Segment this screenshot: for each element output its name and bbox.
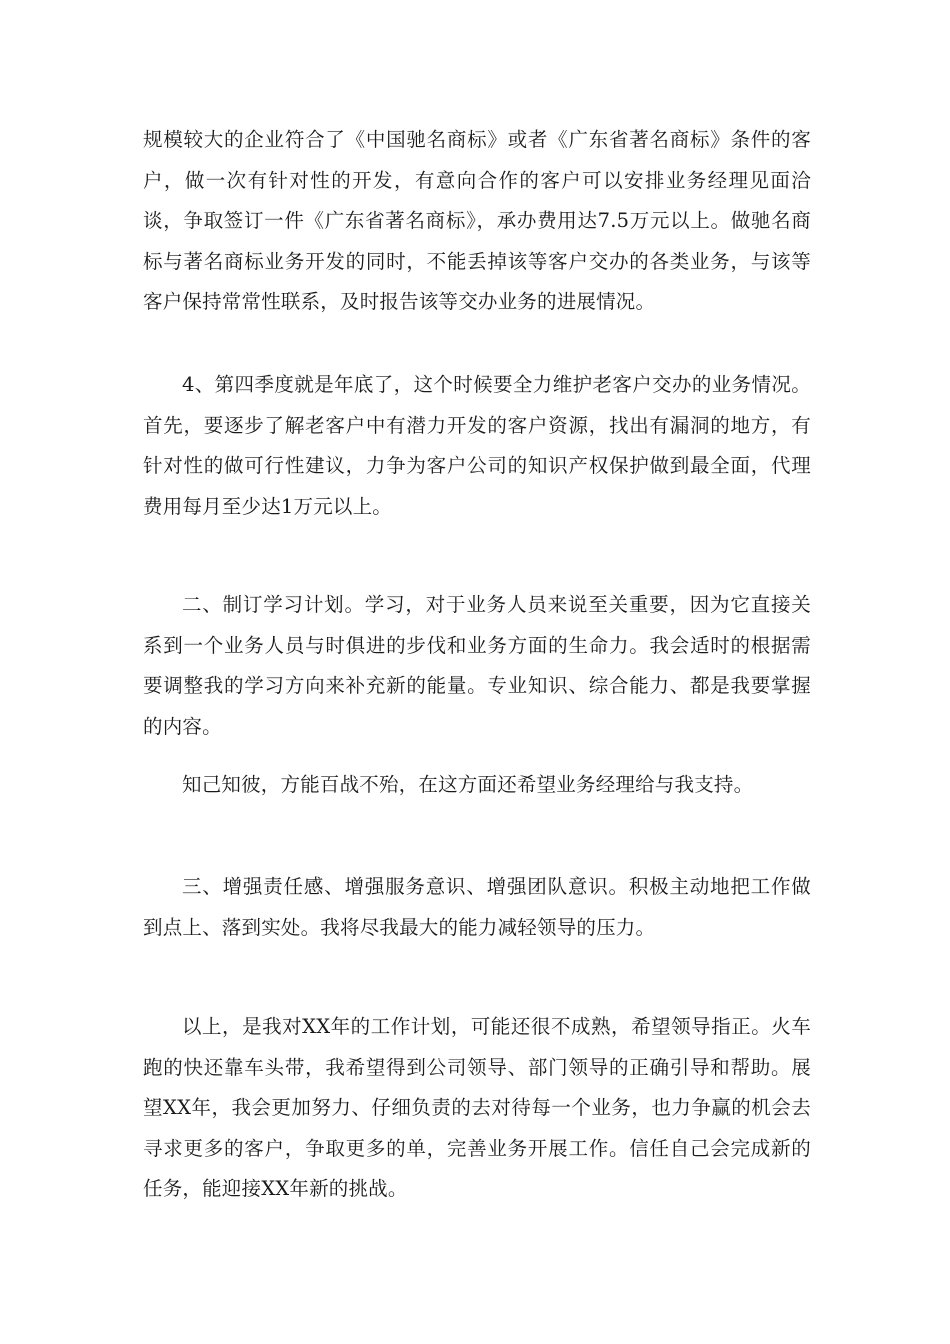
paragraph-famous-trademark-clients: 规模较大的企业符合了《中国驰名商标》或者《广东省著名商标》条件的客户，做一次有针对性的开发，有意向合作的客户可以安排业务经理见面洽谈，争取签订一件《广东省著名商标》，承办费用达7.5万元以上。做驰名商标与著名商标业务开发的同时，不能丢掉该等客户交办的各类业务，与该等客户保持常常性联系，及时报告该等交办业务的进展情况。 [143, 128, 811, 313]
paragraph-know-yourself: 知己知彼，方能百战不殆，在这方面还希望业务经理给与我支持。 [182, 773, 754, 796]
paragraph-conclusion: 以上，是我对XX年的工作计划，可能还很不成熟，希望领导指正。火车跑的快还靠车头带，我希望得到公司领导、部门领导的正确引导和帮助。展望XX年，我会更加努力、仔细负责的去对待每一个业务，也力争赢的机会去寻求更多的客户，争取更多的单，完善业务开展工作。信任自己会完成新的任务，能迎接XX年新的挑战。 [143, 1015, 811, 1200]
paragraph-fourth-quarter-plan: 4、第四季度就是年底了，这个时候要全力维护老客户交办的业务情况。首先，要逐步了解老客户中有潜力开发的客户资源，找出有漏洞的地方，有针对性的做可行性建议，力争为客户公司的知识产权保护做到最全面，代理费用每月至少达1万元以上。 [143, 373, 811, 518]
paragraph-responsibility: 三、增强责任感、增强服务意识、增强团队意识。积极主动地把工作做到点上、落到实处。我将尽我最大的能力减轻领导的压力。 [143, 875, 811, 939]
paragraph-study-plan: 二、制订学习计划。学习，对于业务人员来说至关重要，因为它直接关系到一个业务人员与时俱进的步伐和业务方面的生命力。我会适时的根据需要调整我的学习方向来补充新的能量。专业知识、综合能力、都是我要掌握的内容。 [143, 593, 811, 738]
